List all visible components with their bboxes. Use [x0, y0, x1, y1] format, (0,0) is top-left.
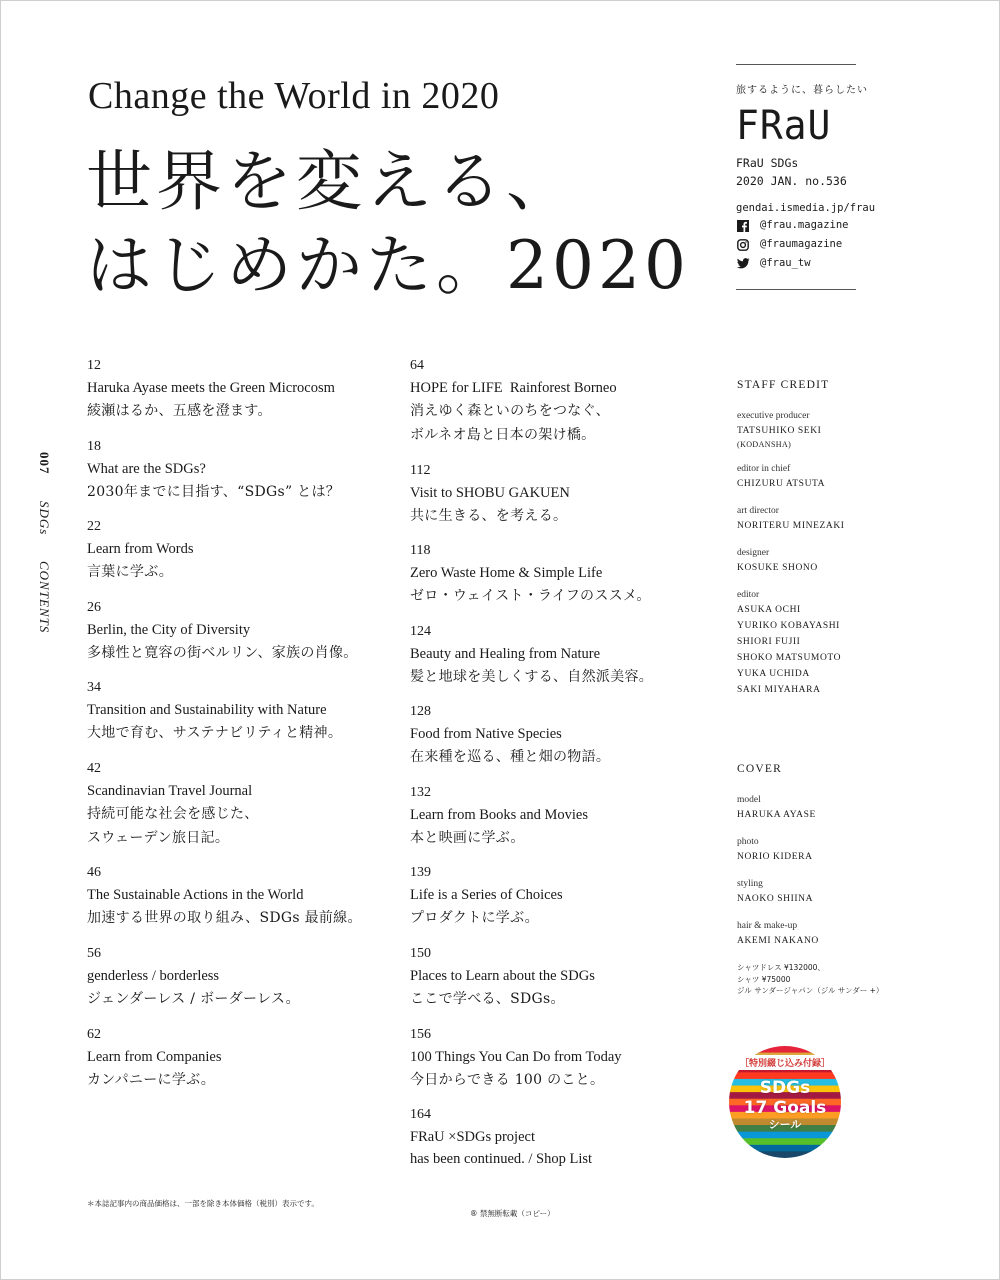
- credit-group: [737, 589, 937, 698]
- brand-block: [736, 64, 876, 290]
- sticker-stripe: [729, 1132, 841, 1139]
- entry-title: Places to Learn about the SDGs: [410, 968, 595, 985]
- brand-bottom-rule: [736, 289, 856, 290]
- entry-title: genderless / borderless: [87, 968, 220, 985]
- entry-page: 46: [87, 865, 101, 881]
- entry-title: Transition and Sustainability with Nature: [87, 702, 327, 719]
- entry-japanese: 本と映画に学ぶ。: [410, 829, 525, 846]
- sticker-stripe: [729, 1138, 841, 1145]
- entry-page: 56: [87, 946, 101, 962]
- entry-japanese: 在来種を巡る、種と畑の物語。: [410, 749, 611, 766]
- contents-entry[interactable]: [87, 759, 387, 864]
- contents-column-left: [87, 356, 387, 1105]
- entry-title: Berlin, the City of Diversity: [87, 621, 251, 638]
- entry-page: 132: [410, 784, 431, 800]
- contents-entry[interactable]: [87, 517, 387, 598]
- note-line: シャツドレス ¥132000、: [737, 963, 825, 972]
- entry-title: The Sustainable Actions in the World: [87, 887, 304, 904]
- credit-group: [737, 463, 937, 492]
- entry-japanese: 今日からできる 100 のこと。: [410, 1071, 605, 1088]
- contents-entry[interactable]: [87, 356, 387, 437]
- credit-name: KOSUKE SHONO: [737, 563, 818, 573]
- entry-page: 22: [87, 519, 101, 535]
- entry-japanese: ここで学べる、SDGs。: [410, 991, 565, 1008]
- entry-japanese: プロダクトに学ぶ。: [410, 910, 539, 927]
- frau-logo: FRaU: [736, 103, 832, 149]
- entry-page: 42: [87, 760, 101, 776]
- entry-japanese: 消えゆく森といのちをつなぐ、: [410, 403, 610, 419]
- entry-page: 62: [87, 1026, 101, 1042]
- instagram-handle: @fraumagazine: [760, 238, 843, 250]
- entry-title: Food from Native Species: [410, 726, 562, 743]
- entry-title: Beauty and Healing from Nature: [410, 645, 601, 662]
- entry-page: 124: [410, 623, 431, 639]
- credit-name: YURIKO KOBAYASHI: [737, 621, 840, 631]
- credit-group: [737, 547, 937, 576]
- entry-japanese: 大地で育む、サステナビリティと精神。: [87, 725, 343, 742]
- contents-entry[interactable]: [87, 944, 387, 1025]
- website-link[interactable]: gendai.ismedia.jp/frau: [736, 202, 876, 214]
- title-japanese-line-2: はじめかた。2020: [86, 227, 690, 304]
- entry-title: What are the SDGs?: [87, 460, 206, 477]
- twitter-handle: @frau_tw: [760, 257, 811, 269]
- contents-entry[interactable]: [410, 461, 710, 542]
- title-japanese: [86, 140, 690, 308]
- contents-entry[interactable]: [410, 1105, 710, 1186]
- contents-entry[interactable]: [410, 541, 710, 622]
- credit-name: NAOKO SHIINA: [737, 894, 814, 904]
- copyright-notice: ® 禁無断転載（コピー）: [470, 1209, 555, 1218]
- entry-title: Zero Waste Home & Simple Life: [410, 565, 603, 582]
- contents-column-right: [410, 356, 710, 1186]
- credit-name: YUKA UCHIDA: [737, 669, 810, 679]
- credit-name: CHIZURU ATSUTA: [737, 479, 826, 489]
- entry-japanese: 加速する世界の取り組み、SDGs 最前線。: [87, 910, 362, 927]
- twitter-icon: [736, 257, 750, 270]
- entry-title: Scandinavian Travel Journal: [87, 782, 253, 799]
- social-twitter[interactable]: [736, 254, 856, 273]
- entry-title: Visit to SHOBU GAKUEN: [410, 484, 570, 501]
- contents-entry[interactable]: [87, 598, 387, 679]
- issue-info: [736, 154, 856, 190]
- entry-japanese: 持続可能な社会を感じた、: [87, 805, 259, 822]
- entry-japanese: スウェーデン旅日記。: [87, 829, 230, 846]
- staff-credit: [737, 378, 937, 711]
- entry-page: 64: [410, 358, 424, 373]
- credit-group: [737, 505, 937, 534]
- brand-top-rule: [736, 64, 856, 65]
- credit-name: NORIO KIDERA: [737, 852, 813, 862]
- entry-page: 26: [87, 599, 101, 615]
- sticker-stripe: [729, 1145, 841, 1152]
- entry-japanese: ゼロ・ウェイスト・ライフのススメ。: [410, 588, 651, 605]
- credit-role: editor in chief: [737, 464, 791, 474]
- entry-page: 112: [410, 462, 431, 478]
- credit-role: model: [737, 795, 761, 805]
- note-line: ジル サンダージャパン（ジル サンダー +）: [737, 986, 884, 995]
- contents-entry[interactable]: [87, 1025, 387, 1106]
- credit-group: [737, 878, 937, 907]
- credit-group: [737, 410, 937, 450]
- credit-name: SAKI MIYAHARA: [737, 685, 821, 695]
- contents-entry[interactable]: [410, 356, 710, 461]
- brand-tagline: 旅するように、暮らしたい: [736, 85, 868, 96]
- sticker-label: [729, 1046, 841, 1132]
- credit-role: hair & make-up: [737, 921, 798, 931]
- contents-entry[interactable]: [410, 702, 710, 783]
- title-japanese-line-1: 世界を変える、: [86, 143, 576, 220]
- entry-japanese: ボルネオ島と日本の架け橋。: [410, 427, 596, 443]
- sticker-line-3: シール: [768, 1118, 802, 1131]
- contents-label: CONTENTS: [37, 561, 52, 634]
- contents-entry[interactable]: [410, 1025, 710, 1106]
- entry-japanese: ジェンダーレス / ボーダーレス。: [87, 991, 300, 1008]
- entry-title: 100 Things You Can Do from Today: [410, 1048, 622, 1065]
- issue-line-2: 2020 JAN. no.536: [736, 174, 847, 188]
- cover-heading: COVER: [737, 763, 782, 775]
- credit-role: editor: [737, 590, 760, 600]
- entry-subtitle: has been continued. / Shop List: [410, 1151, 593, 1168]
- cover-clothing-note: [737, 962, 937, 997]
- entry-title: FRaU ×SDGs project: [410, 1129, 535, 1146]
- entry-title: HOPE for LIFE Rainforest Borneo: [410, 380, 617, 396]
- entry-japanese: 2030年までに目指す、“SDGs” とは？: [87, 483, 341, 500]
- section-label: SDGs: [37, 500, 52, 536]
- credit-name: AKEMI NAKANO: [737, 936, 819, 946]
- credit-name: ASUKA OCHI: [737, 605, 801, 615]
- credit-role: photo: [737, 837, 759, 847]
- credit-name: NORITERU MINEZAKI: [737, 521, 845, 531]
- entry-page: 156: [410, 1026, 431, 1042]
- note-line: シャツ ¥75000: [737, 974, 791, 984]
- entry-page: 18: [87, 438, 101, 454]
- contents-entry[interactable]: [410, 863, 710, 944]
- contents-entry[interactable]: [410, 622, 710, 703]
- facebook-icon: [736, 219, 750, 232]
- social-instagram[interactable]: [736, 235, 856, 254]
- credit-affiliation: (KODANSHA): [737, 440, 792, 449]
- credit-name: TATSUHIKO SEKI: [737, 426, 822, 436]
- entry-title: Learn from Companies: [87, 1048, 222, 1065]
- instagram-icon: [736, 238, 750, 251]
- social-facebook[interactable]: [736, 216, 856, 235]
- page-number: 007: [37, 452, 52, 475]
- entry-title: Life is a Series of Choices: [410, 887, 563, 904]
- entry-page: 139: [410, 865, 431, 881]
- credit-name: SHIORI FUJII: [737, 637, 801, 647]
- credit-role: executive producer: [737, 411, 810, 421]
- contents-entry[interactable]: [87, 863, 387, 944]
- entry-japanese: 綾瀬はるか、五感を澄ます。: [87, 403, 272, 419]
- sticker-line-2: 17 Goals: [743, 1098, 827, 1118]
- contents-entry[interactable]: [410, 944, 710, 1025]
- entry-japanese: 多様性と寛容の街ベルリン、家族の肖像。: [87, 644, 358, 661]
- sticker-line-1: SDGs: [759, 1078, 811, 1098]
- entry-japanese: カンパニーに学ぶ。: [87, 1071, 215, 1088]
- entry-japanese: 髪と地球を美しくする、自然派美容。: [410, 668, 654, 685]
- side-running-head: [36, 452, 52, 656]
- contents-entry[interactable]: [87, 678, 387, 759]
- entry-japanese: 共に生きる、を考える。: [410, 507, 568, 524]
- credit-group: [737, 794, 937, 823]
- entry-page: 118: [410, 543, 431, 559]
- sticker-stripe: [729, 1151, 841, 1158]
- entry-title: Learn from Words: [87, 541, 194, 558]
- contents-entry[interactable]: [410, 783, 710, 864]
- credit-role: art director: [737, 506, 779, 516]
- credit-role: styling: [737, 879, 763, 889]
- staff-credit-heading: STAFF CREDIT: [737, 379, 830, 391]
- entry-page: 128: [410, 704, 431, 720]
- sticker-tag: ［特別綴じ込み付録］: [736, 1055, 834, 1070]
- facebook-handle: @frau.magazine: [760, 219, 849, 231]
- credit-name: SHOKO MATSUMOTO: [737, 653, 842, 663]
- entry-title: Haruka Ayase meets the Green Microcosm: [87, 380, 335, 396]
- credit-group: [737, 836, 937, 865]
- entry-page: 150: [410, 946, 431, 962]
- entry-title: Learn from Books and Movies: [410, 806, 588, 823]
- contents-entry[interactable]: [87, 437, 387, 518]
- cover-credit: [737, 762, 937, 997]
- entry-page: 164: [410, 1107, 431, 1123]
- entry-japanese: 言葉に学ぶ。: [87, 564, 174, 581]
- entry-page: 34: [87, 680, 101, 696]
- credit-group: [737, 920, 937, 949]
- credit-role: designer: [737, 548, 770, 558]
- issue-line-1: FRaU SDGs: [736, 156, 799, 170]
- credit-name: HARUKA AYASE: [737, 810, 816, 820]
- entry-page: 12: [87, 358, 101, 373]
- price-footnote: ＊本誌記事内の商品価格は、一部を除き本体価格（税別）表示です。: [87, 1199, 319, 1208]
- title-english: Change the World in 2020: [88, 75, 500, 117]
